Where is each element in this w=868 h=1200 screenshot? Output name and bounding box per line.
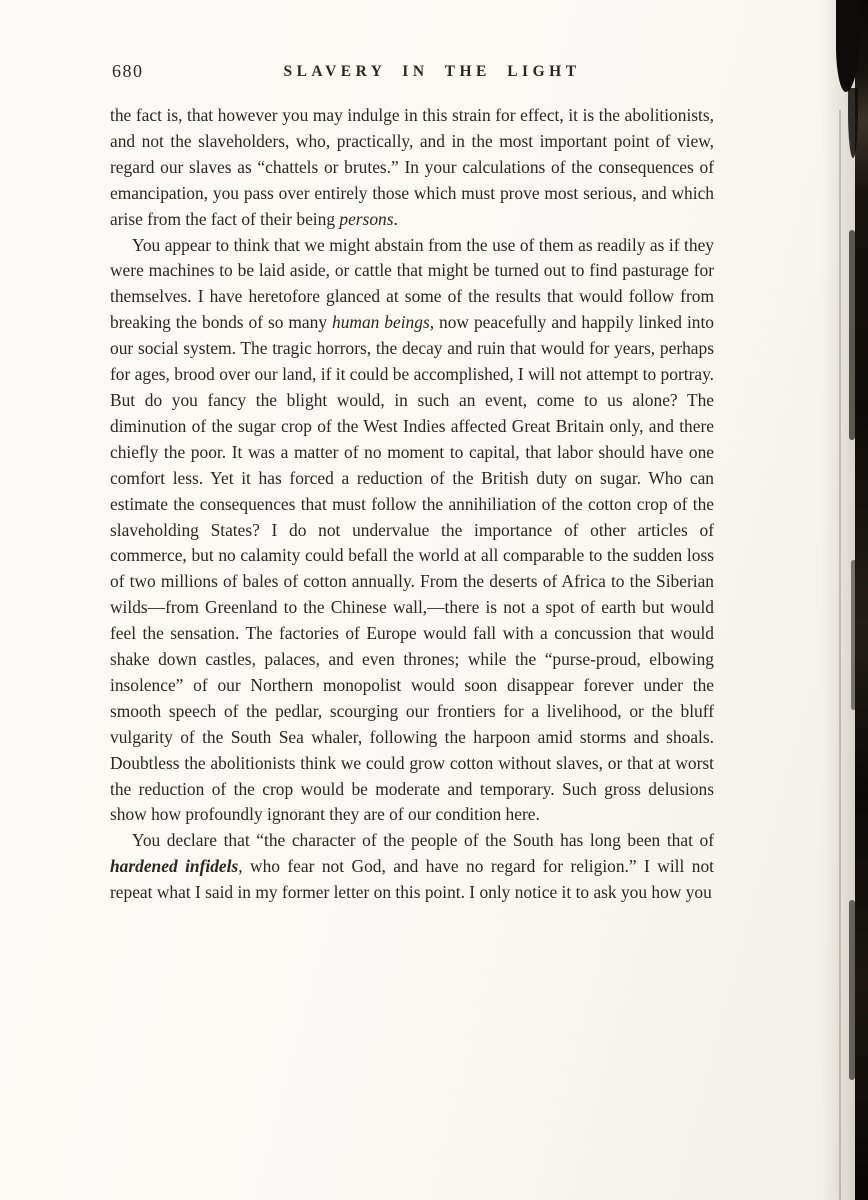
running-head-title: SLAVERY IN THE LIGHT — [283, 63, 581, 80]
page-body-text — [110, 103, 714, 906]
emphasized-text: persons — [339, 208, 394, 229]
scan-edge-artifact — [855, 0, 868, 1200]
page-edge-line — [839, 110, 841, 1200]
body-text-run: the fact is, that however you may indulge in this strain for effect, it is the abolitionists, and not the slaveholders, who, practically, and in the most important point of view, regard our slaves as “chattels or brutes.” In your calculations of the consequences of emancipation, you pass over entirely those which must prove most serious, and which arise from the fact of their being — [110, 105, 714, 229]
body-text-run: You appear to think that we might abstain from the use of them as readily as if they were machines to be laid aside, or cattle that might be turned out to find pasturage for themselves. I have heretofore glanced at some of the results that would follow from breaking the bonds of so many — [110, 234, 714, 333]
scan-smudge — [849, 230, 855, 440]
paragraph — [110, 233, 714, 829]
emphasized-text: human beings — [332, 312, 430, 333]
body-text-run: . — [393, 208, 398, 229]
page-header — [112, 60, 712, 86]
body-text-run: , now peacefully and happily linked into our social system. The tragic horrors, the decay and ruin that would for years, perhaps for ages, brood over our land, if it could be accomplished, I will not attempt to portray. But do you fancy the blight would, in such an event, come to us alone? The diminution of the sugar crop of the West Indies affected Great Britain only, and there chiefly the poor. It was a matter of no moment to capital, that labor should have one comfort less. Yet it has forced a reduction of the British duty on sugar. Who can estimate the consequences that must follow the annihiliation of the cotton crop of the slaveholding States? I do not undervalue the importance of other articles of commerce, but no calamity could befall the world at all comparable to the sudden loss of two millions of bales of cotton annually. From the deserts of Africa to the Siberian wilds—from Greenland to the Chinese wall,—there is not a spot of earth but would feel the sensation. The factories of Europe would fall with a concussion that would shake down castles, palaces, and even thrones; while the “purse-proud, elbowing insolence” of our Northern monopolist would soon disappear forever under the smooth speech of the pedlar, scourging our frontiers for a livelihood, or the bluff vulgarity of the South Sea whaler, following the harpoon amid storms and shoals. Doubtless the abolitionists think we could grow cotton without slaves, or that at worst the reduction of the crop would be moderate and temporary. Such gross delusions show how profoundly ignorant they are of our condition here. — [110, 312, 714, 825]
scan-smudge — [851, 560, 856, 710]
paragraph — [110, 103, 714, 233]
body-text-run: , who fear not God, and have no regard for religion.” I will not repeat what I said in my former letter on this point. I only notice it to ask you how you — [110, 856, 714, 903]
body-text-run: You declare that “the character of the people of the South has long been that of — [132, 830, 714, 851]
scan-smudge — [849, 900, 855, 1080]
emphasized-text: hardened infidels — [110, 856, 239, 877]
page-number: 680 — [112, 61, 144, 81]
paragraph — [110, 828, 714, 906]
